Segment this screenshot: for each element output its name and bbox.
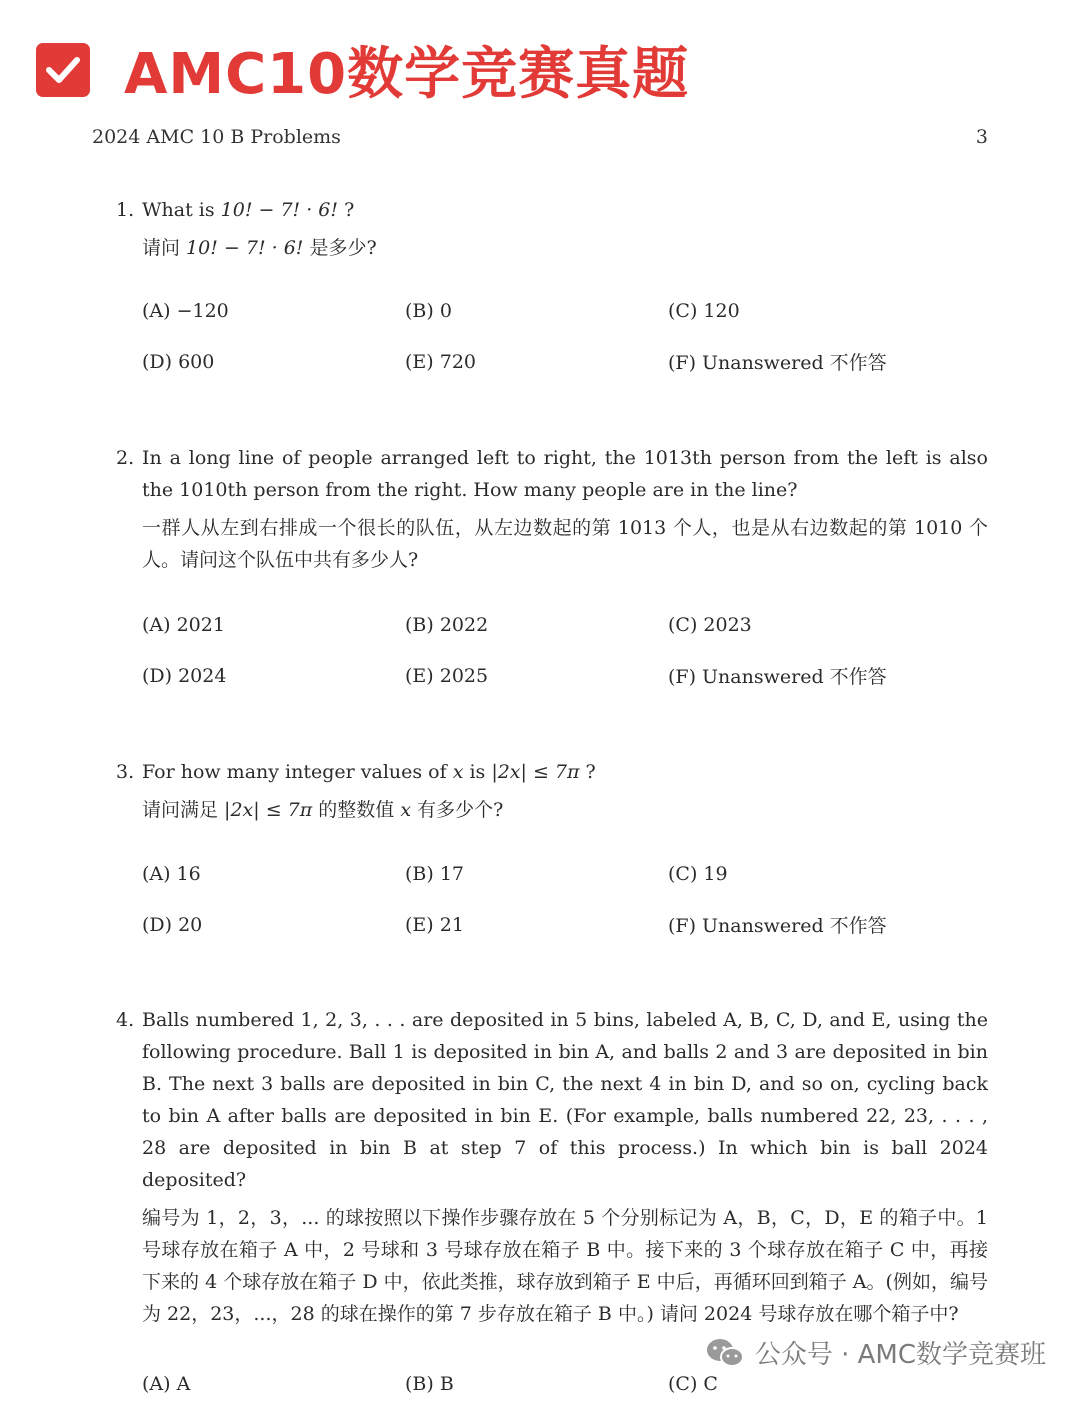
checkbox-icon xyxy=(36,43,90,97)
banner-title: AMC10数学竞赛真题 xyxy=(124,42,690,107)
problem-2 xyxy=(116,442,988,576)
choice-f: (F) Unanswered 不作答 xyxy=(668,352,887,374)
problem-3 xyxy=(116,756,988,826)
banner xyxy=(36,30,689,110)
choices-2 xyxy=(142,599,942,701)
choice-e: (E) 720 xyxy=(405,350,476,373)
choice-b: (B) B xyxy=(405,1372,454,1395)
choice-c: (C) 19 xyxy=(668,862,728,885)
choices-3 xyxy=(142,848,942,950)
problem-text-en: In a long line of people arranged left to right, the 1013th person from the left is also the 1010th person from the right. How many people are in the line? xyxy=(142,447,988,501)
choice-c: (C) C xyxy=(668,1372,718,1395)
choice-d: (D) 2024 xyxy=(142,664,227,687)
choice-e: (E) 21 xyxy=(405,913,464,936)
choice-e: (E) 2025 xyxy=(405,664,489,687)
choice-f: (F) Unanswered 不作答 xyxy=(668,666,887,688)
choice-a: (A) 2021 xyxy=(142,613,225,636)
watermark xyxy=(705,1334,1046,1371)
choice-a: (A) A xyxy=(142,1372,191,1395)
choice-b: (B) 0 xyxy=(405,299,452,322)
wechat-icon xyxy=(705,1337,745,1369)
problem-text-zh: 请问满足 |2x| ≤ 7π 的整数值 x 有多少个? xyxy=(142,799,504,821)
problem-text-en: What is 10! − 7! · 6! ? xyxy=(142,199,355,221)
problem-text-en: Balls numbered 1, 2, 3, . . . are deposited in 5 bins, labeled A, B, C, D, and E, using the following procedure. Ball 1 is deposited in bin A, and balls 2 and 3 are deposited in bin B. The next 3 balls are deposited in bin C, the next 4 in bin D, and so on, cycling back to bin A after balls are deposited in bin E. (For example, balls numbered 22, 23, . . . , 28 are deposited in bin B at step 7 of this process.) In which bin is ball 2024 deposited? xyxy=(142,1009,988,1191)
problem-number: 2. xyxy=(116,447,135,469)
choice-c: (C) 120 xyxy=(668,299,740,322)
problem-4 xyxy=(116,1004,988,1330)
choice-a: (A) 16 xyxy=(142,862,201,885)
problem-number: 1. xyxy=(116,199,135,221)
choice-f: (F) Unanswered 不作答 xyxy=(668,915,887,937)
problem-text-zh: 编号为 1，2，3，... 的球按照以下操作步骤存放在 5 个分别标记为 A，B，C，D，E 的箱子中。1 号球存放在箱子 A 中，2 号球和 3 号球存放在箱子 B 中。接下来的 3 个球存放在箱子 C 中，再接下来的 4 个球存放在箱子 D 中，依此类推，球存放到箱子 E 中后，再循环回到箱子 A。(例如，编号为 22，23，...，28 的球在操作的第 7 步存放在箱子 B 中。) 请问 2024 号球存放在哪个箱子中? xyxy=(142,1207,988,1325)
problem-text-zh: 一群人从左到右排成一个很长的队伍，从左边数起的第 1013 个人，也是从右边数起的第 1010 个人。请问这个队伍中共有多少人? xyxy=(142,517,988,571)
problem-text-zh: 请问 10! − 7! · 6! 是多少? xyxy=(142,237,377,259)
choice-b: (B) 2022 xyxy=(405,613,489,636)
problem-number: 4. xyxy=(116,1009,135,1031)
page-header xyxy=(92,126,988,148)
problem-1 xyxy=(116,194,988,264)
problem-number: 3. xyxy=(116,761,135,783)
choice-c: (C) 2023 xyxy=(668,613,752,636)
document-title: 2024 AMC 10 B Problems xyxy=(92,126,341,148)
page-number: 3 xyxy=(975,126,988,148)
problem-text-en: For how many integer values of x is |2x| ≤ 7π ? xyxy=(142,761,596,783)
watermark-text: 公众号 · AMC数学竞赛班 xyxy=(754,1340,1046,1370)
choice-a: (A) −120 xyxy=(142,299,229,322)
choice-b: (B) 17 xyxy=(405,862,465,885)
choices-1 xyxy=(142,285,942,387)
choice-d: (D) 600 xyxy=(142,350,215,373)
choice-d: (D) 20 xyxy=(142,913,203,936)
